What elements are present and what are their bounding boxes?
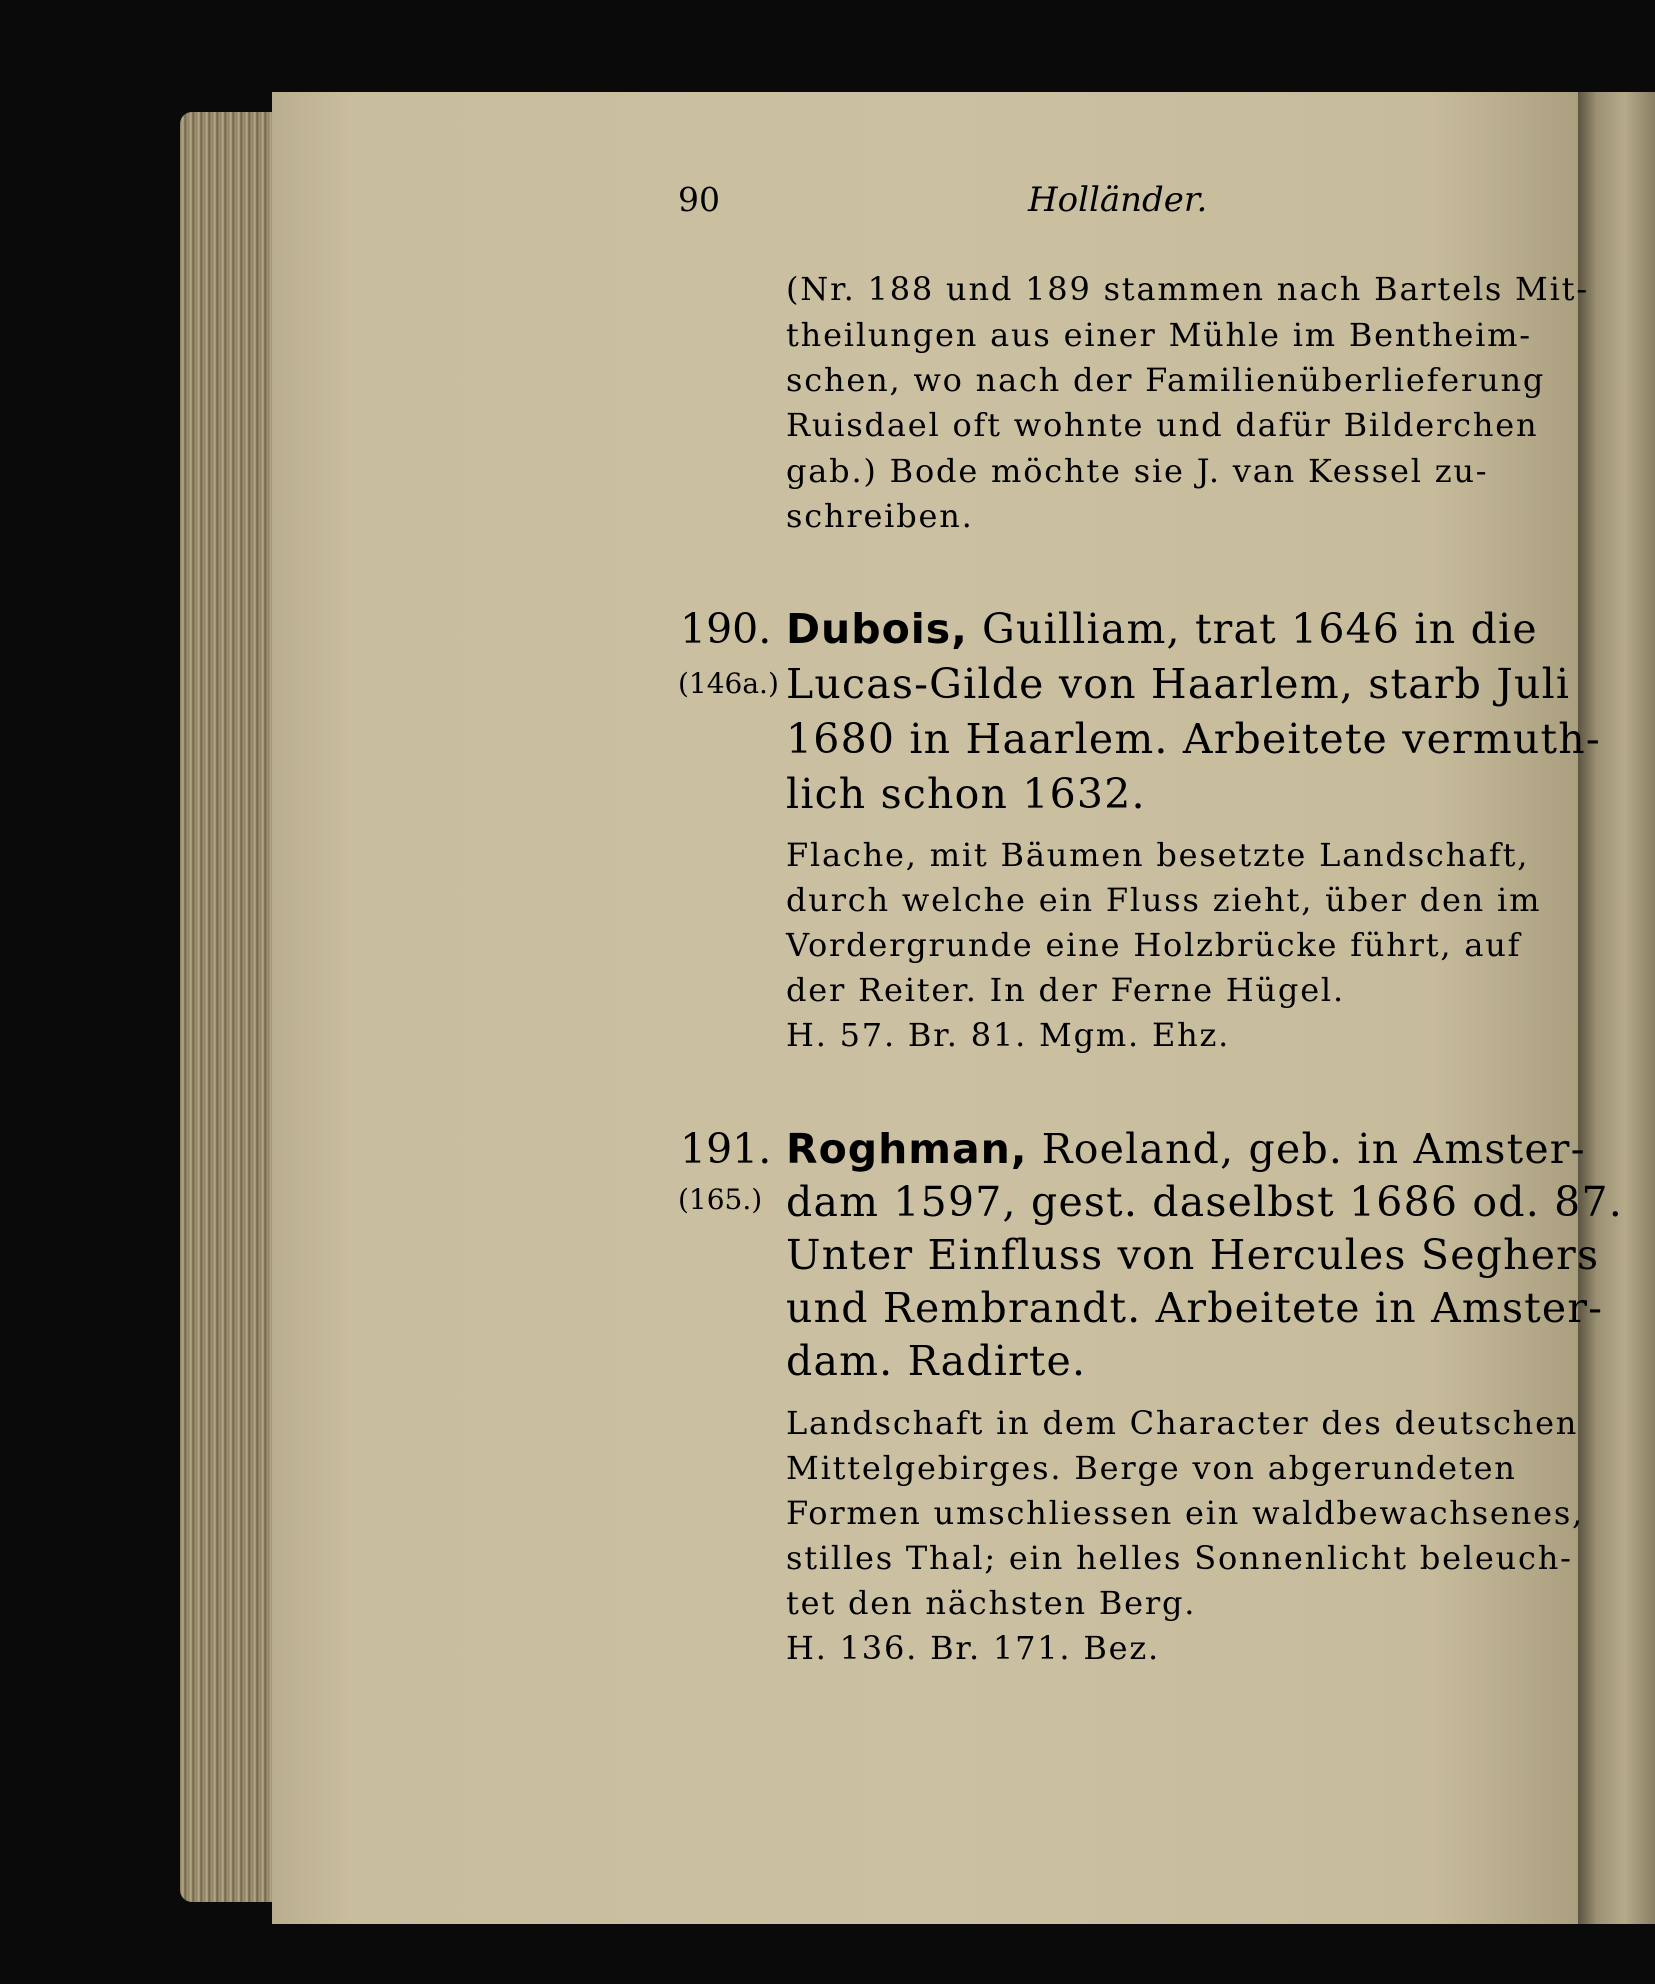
entry-bio-line: Unter Einfluss von Hercules Seghers: [786, 1231, 1600, 1279]
entry-dimensions: H. 57. Br. 81. Mgm. Ehz.: [786, 1016, 1231, 1054]
entry-reference: (165.): [678, 1183, 763, 1216]
bio-first-line-rest: Roeland, geb. in Amster-: [1027, 1125, 1586, 1173]
bio-first-line-rest: Guilliam, trat 1646 in die: [967, 605, 1538, 653]
page-number: 90: [678, 180, 720, 219]
intro-line: theilungen aus einer Mühle im Bentheim-: [786, 316, 1532, 354]
intro-line: schen, wo nach der Familienüberlieferung: [786, 361, 1546, 399]
entry-dimensions: H. 136. Br. 171. Bez.: [786, 1629, 1161, 1667]
entry-number: 191.: [680, 1125, 772, 1173]
entry-bio-line: 1680 in Haarlem. Arbeitete vermuth-: [786, 715, 1601, 763]
entry-bio-line: Lucas-Gilde von Haarlem, starb Juli: [786, 660, 1571, 708]
entry-bio-first-line: [786, 605, 1538, 653]
entry-reference: (146a.): [678, 667, 779, 700]
intro-line: gab.) Bode möchte sie J. van Kessel zu-: [786, 452, 1489, 490]
intro-line: schreiben.: [786, 497, 974, 535]
entry-description-line: tet den nächsten Berg.: [786, 1584, 1197, 1622]
entry-description-line: Vordergrunde eine Holzbrücke führt, auf: [786, 926, 1522, 964]
artist-name: Dubois,: [786, 605, 968, 653]
entry-description-line: Flache, mit Bäumen besetzte Landschaft,: [786, 836, 1530, 874]
entry-description-line: durch welche ein Fluss zieht, über den im: [786, 881, 1542, 919]
entry-description-line: Formen umschliessen ein waldbewachsenes,: [786, 1494, 1585, 1532]
running-title: Holländer.: [1028, 180, 1208, 220]
entry-bio-first-line: [786, 1125, 1586, 1173]
entry-bio-line: und Rembrandt. Arbeitete in Amster-: [786, 1284, 1604, 1332]
intro-line: (Nr. 188 und 189 stammen nach Bartels Mit-: [786, 270, 1589, 308]
entry-description-line: stilles Thal; ein helles Sonnenlicht beleuch-: [786, 1539, 1573, 1577]
entry-description-line: der Reiter. In der Ferne Hügel.: [786, 971, 1345, 1009]
entry-bio-line: dam. Radirte.: [786, 1337, 1087, 1385]
entry-description-line: Mittelgebirges. Berge von abgerundeten: [786, 1449, 1517, 1487]
artist-name: Roghman,: [786, 1125, 1028, 1173]
entry-description-line: Landschaft in dem Character des deutschen: [786, 1404, 1579, 1442]
entry-bio-line: dam 1597, gest. daselbst 1686 od. 87.: [786, 1178, 1623, 1226]
intro-line: Ruisdael oft wohnte und dafür Bilderchen: [786, 406, 1539, 444]
entry-number: 190.: [680, 605, 772, 653]
entry-bio-line: lich schon 1632.: [786, 770, 1146, 818]
book-gutter: [1578, 92, 1655, 1924]
